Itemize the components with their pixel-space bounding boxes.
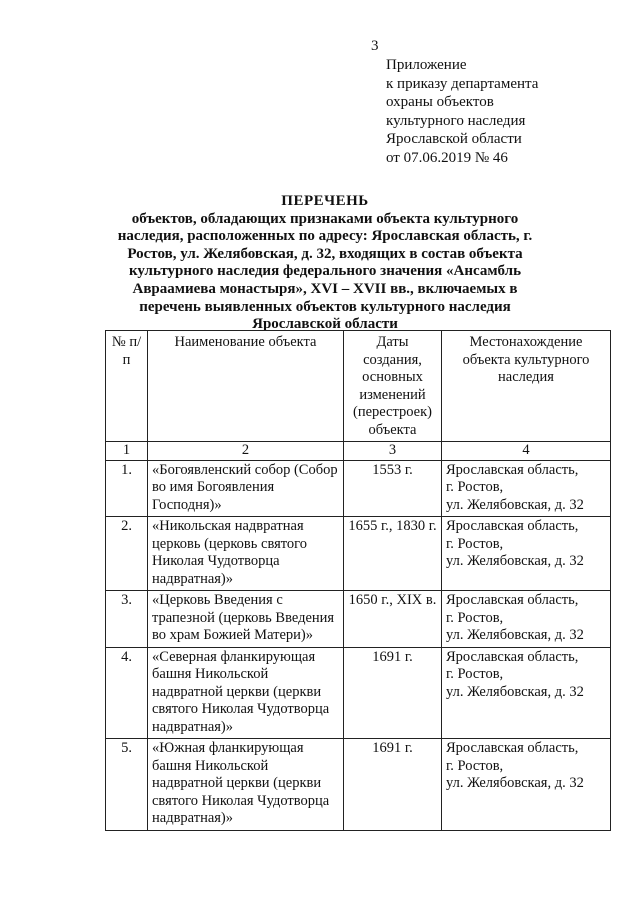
row-number: 3. (106, 591, 148, 648)
object-date: 1553 г. (344, 460, 442, 517)
object-location (442, 647, 611, 739)
column-index: 1 (106, 442, 148, 461)
row-number: 5. (106, 739, 148, 831)
object-name: «Богоявленский собор (Собор во имя Богоявления Господня)» (148, 460, 344, 517)
row-number: 1. (106, 460, 148, 517)
object-name: «Никольская надвратная церковь (церковь святого Николая Чудотворца надвратная)» (148, 517, 344, 591)
location-line: г. Ростов, (446, 479, 504, 495)
location-line: Ярославская область, (446, 648, 579, 665)
object-date: 1691 г. (344, 647, 442, 739)
row-number: 4. (106, 647, 148, 739)
location-line: Ярославская область, (446, 740, 579, 756)
object-name: «Южная фланкирующая башня Никольской надвратной церкви (церкви святого Николая Чудотворца надвратная)» (148, 739, 344, 831)
column-index: 3 (344, 442, 442, 461)
object-date: 1655 г., 1830 г. (344, 517, 442, 591)
location-line: ул. Желябовская, д. 32 (446, 683, 584, 700)
location-line: ул. Желябовская, д. 32 (446, 553, 584, 569)
header-location: Местонахождение объекта культурного наследия (442, 331, 611, 442)
table-row (106, 739, 611, 831)
row-number: 2. (106, 517, 148, 591)
location-line: г. Ростов, (446, 666, 504, 682)
appendix-line: Ярославской области (386, 131, 522, 147)
location-line: ул. Желябовская, д. 32 (446, 775, 584, 791)
table-row (106, 591, 611, 648)
page-number: 3 (371, 38, 379, 54)
location-line: Ярославская область, (446, 518, 579, 534)
location-line: Ярославская область, (446, 592, 579, 608)
object-location (442, 517, 611, 591)
location-line: г. Ростов, (446, 757, 504, 774)
object-location (442, 739, 611, 831)
object-name: «Северная фланкирующая башня Никольской надвратной церкви (церкви святого Николая Чудотворца надвратная)» (148, 647, 344, 739)
object-date: 1691 г. (344, 739, 442, 831)
appendix-line: охраны объектов (386, 94, 494, 110)
document-title (102, 193, 548, 334)
location-line: ул. Желябовская, д. 32 (446, 496, 584, 513)
appendix-line: Приложение (386, 57, 467, 73)
title-heading: ПЕРЕЧЕНЬ (281, 193, 369, 209)
object-location (442, 460, 611, 517)
header-date: Даты создания, основных изменений (перестроек) объекта (344, 331, 442, 442)
table-row (106, 460, 611, 517)
title-description: объектов, обладающих признаками объекта культурного наследия, расположенных по адресу: Ярославская область, г. Ростов, ул. Желябовская, д. 32, входящих в состав объекта культурного наследия федерального значения «Ансамбль Авраамиева монастыря», XVI – XVII вв., включаемых в перечень выявленных объектов культурного наследия Ярославской области (117, 210, 533, 333)
appendix-header (386, 56, 538, 167)
location-line: ул. Желябовская, д. 32 (446, 627, 584, 643)
table-row (106, 517, 611, 591)
appendix-line: культурного наследия (386, 112, 526, 129)
object-name: «Церковь Введения с трапезной (церковь Введения во храм Божией Матери)» (148, 591, 344, 648)
header-num: № п/п (106, 331, 148, 442)
object-date: 1650 г., XIX в. (344, 591, 442, 648)
location-line: г. Ростов, (446, 609, 504, 626)
table-header-row (106, 331, 611, 442)
column-index: 2 (148, 442, 344, 461)
column-index-row (106, 442, 611, 461)
table-row (106, 647, 611, 739)
object-location (442, 591, 611, 648)
column-index: 4 (442, 442, 611, 461)
header-name: Наименование объекта (148, 331, 344, 442)
appendix-line: от 07.06.2019 № 46 (386, 149, 508, 166)
appendix-line: к приказу департамента (386, 75, 539, 92)
objects-table (105, 330, 611, 831)
location-line: г. Ростов, (446, 535, 504, 552)
location-line: Ярославская область, (446, 461, 579, 478)
